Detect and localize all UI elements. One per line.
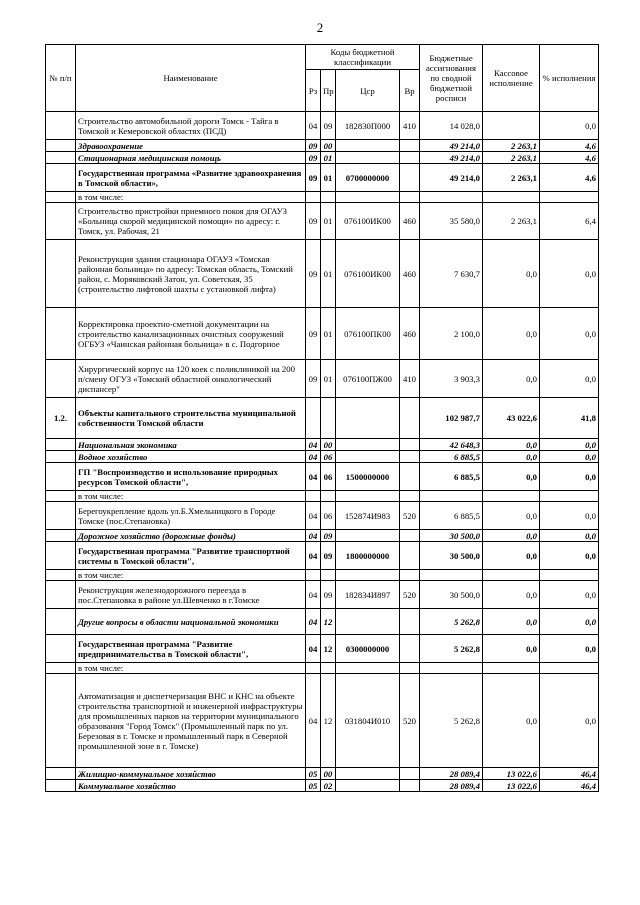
table-row [46,112,599,140]
row-rz: 09 [306,240,321,308]
header-csr: Цср [336,70,400,112]
row-num [46,780,76,792]
row-cash: 0,0 [483,502,540,530]
row-name: Автоматизация и диспетчеризация ВНС и КНС на объекте строительства транспортной и инженерной инфраструктуры для промышленных парков на территории муниципального образования "Город Томск" (Промышленный парк по ул. Березовая в г. Томске и промышленный парк в Северной промышленной зоне в г. Томске) [76,674,306,768]
row-num [46,112,76,140]
row-rz [306,663,321,674]
row-num [46,152,76,164]
header-name: Наименование [76,45,306,112]
row-assign: 5 262,8 [420,635,483,663]
row-csr: 076100ИК00 [336,203,400,240]
row-rz: 09 [306,140,321,152]
row-name: Государственная программа «Развитие здравоохранения в Томской области», [76,164,306,192]
row-name: Стационарная медицинская помощь [76,152,306,164]
row-pct [540,570,599,581]
table-row [46,674,599,768]
table-row [46,542,599,570]
row-num [46,674,76,768]
row-pr: 01 [321,308,336,360]
header-pr: Пр [321,70,336,112]
row-pct: 0,0 [540,240,599,308]
row-num [46,140,76,152]
row-csr: 076100ИК00 [336,240,400,308]
row-pct: 0,0 [540,439,599,451]
row-pr: 06 [321,502,336,530]
row-assign: 49 214,0 [420,140,483,152]
row-pct: 4,6 [540,152,599,164]
table-row [46,581,599,609]
row-assign: 49 214,0 [420,152,483,164]
row-cash: 0,0 [483,635,540,663]
row-assign [420,491,483,502]
row-csr [336,530,400,542]
row-csr [336,140,400,152]
row-name: в том числе: [76,570,306,581]
table-row [46,570,599,581]
header-assign: Бюджетные ассигнования по сводной бюджетной росписи [420,45,483,112]
row-num [46,463,76,491]
row-num [46,768,76,780]
page-number: 2 [316,20,324,35]
row-assign: 3 903,3 [420,360,483,398]
row-name: Жилищно-коммунальное хозяйство [76,768,306,780]
row-pct: 0,0 [540,542,599,570]
row-pr: 12 [321,635,336,663]
row-rz [306,192,321,203]
row-num [46,581,76,609]
row-assign: 6 885,5 [420,451,483,463]
row-vr [400,663,420,674]
row-assign [420,570,483,581]
table-row [46,240,599,308]
row-pct: 41,8 [540,398,599,439]
row-num [46,192,76,203]
row-cash: 0,0 [483,308,540,360]
row-pct: 0,0 [540,308,599,360]
row-cash: 0,0 [483,451,540,463]
row-pr: 01 [321,203,336,240]
row-vr [400,570,420,581]
row-cash: 2 263,1 [483,140,540,152]
row-pr: 01 [321,152,336,164]
table-row [46,164,599,192]
row-pr: 09 [321,581,336,609]
table-row [46,491,599,502]
row-pr: 06 [321,463,336,491]
row-pr: 06 [321,451,336,463]
row-assign: 49 214,0 [420,164,483,192]
row-rz: 04 [306,674,321,768]
row-csr [336,192,400,203]
row-pr [321,570,336,581]
row-pr [321,192,336,203]
row-name: Водное хозяйство [76,451,306,463]
row-assign: 6 885,5 [420,463,483,491]
row-vr [400,152,420,164]
row-csr [336,439,400,451]
row-rz: 04 [306,112,321,140]
header-num: № п/п [46,45,76,112]
row-cash: 13 022,6 [483,768,540,780]
row-pr: 02 [321,780,336,792]
table-row [46,768,599,780]
row-name: Национальная экономика [76,439,306,451]
row-assign: 14 028,0 [420,112,483,140]
row-assign: 28 089,4 [420,780,483,792]
table-row [46,780,599,792]
table-body [46,112,599,792]
header-rz: Рз [306,70,321,112]
row-pct [540,663,599,674]
table-row [46,152,599,164]
row-name: Строительство пристройки приемного покоя для ОГАУЗ «Больница скорой медицинской помощи» по адресу: г. Томск, ул. Рабочая, 21 [76,203,306,240]
row-name: Коммунальное хозяйство [76,780,306,792]
row-pr: 12 [321,674,336,768]
row-pr: 00 [321,140,336,152]
row-vr [400,530,420,542]
row-pct: 0,0 [540,463,599,491]
row-num [46,451,76,463]
row-name: Дорожное хозяйство (дорожные фонды) [76,530,306,542]
row-pct: 46,4 [540,780,599,792]
row-pct [540,491,599,502]
row-num [46,542,76,570]
row-csr [336,398,400,439]
row-vr [400,463,420,491]
row-rz: 09 [306,203,321,240]
row-pr: 01 [321,164,336,192]
row-vr: 410 [400,112,420,140]
table-row [46,530,599,542]
row-pr: 01 [321,240,336,308]
row-vr [400,451,420,463]
row-rz: 04 [306,635,321,663]
row-pr: 09 [321,530,336,542]
row-rz: 04 [306,463,321,491]
row-vr [400,439,420,451]
row-rz: 04 [306,609,321,635]
row-pct: 0,0 [540,451,599,463]
row-assign [420,192,483,203]
row-csr [336,570,400,581]
row-pct: 0,0 [540,609,599,635]
row-num [46,491,76,502]
row-assign: 102 987,7 [420,398,483,439]
row-rz: 09 [306,164,321,192]
row-name: Здравоохранение [76,140,306,152]
row-pct: 46,4 [540,768,599,780]
row-name: Строительство автомобильной дороги Томск - Тайга в Томской и Кемеровской областях (ПСД) [76,112,306,140]
row-csr [336,451,400,463]
row-rz [306,491,321,502]
row-vr: 520 [400,502,420,530]
row-rz: 04 [306,439,321,451]
row-num [46,164,76,192]
row-rz: 04 [306,542,321,570]
row-vr [400,164,420,192]
row-vr: 410 [400,360,420,398]
row-name: в том числе: [76,663,306,674]
row-cash: 0,0 [483,674,540,768]
row-pct: 0,0 [540,635,599,663]
row-num [46,240,76,308]
row-assign: 42 648,3 [420,439,483,451]
table-row [46,140,599,152]
row-cash: 43 022,6 [483,398,540,439]
row-pr [321,398,336,439]
row-name: Государственная программа "Развитие транспортной системы в Томской области", [76,542,306,570]
row-csr [336,663,400,674]
row-num [46,502,76,530]
row-csr: 182834И897 [336,581,400,609]
row-rz: 09 [306,308,321,360]
header-vr: Вр [400,70,420,112]
row-name: Государственная программа "Развитие предпринимательства в Томской области", [76,635,306,663]
row-pr: 09 [321,112,336,140]
row-vr [400,192,420,203]
row-assign: 28 089,4 [420,768,483,780]
row-pr: 00 [321,768,336,780]
row-cash: 0,0 [483,609,540,635]
row-pct: 4,6 [540,164,599,192]
row-rz: 09 [306,360,321,398]
table-row [46,192,599,203]
budget-table [45,44,599,792]
row-assign: 35 580,0 [420,203,483,240]
row-rz: 05 [306,768,321,780]
header-codes: Коды бюджетной классификации [306,45,420,70]
row-cash: 0,0 [483,360,540,398]
row-vr: 460 [400,308,420,360]
table-row [46,360,599,398]
table-row [46,635,599,663]
row-csr [336,780,400,792]
table-row [46,609,599,635]
row-cash [483,112,540,140]
row-pct: 0,0 [540,502,599,530]
row-vr [400,768,420,780]
row-num [46,635,76,663]
row-rz: 04 [306,581,321,609]
row-pct: 0,0 [540,112,599,140]
table-row [46,439,599,451]
row-cash: 2 263,1 [483,203,540,240]
row-csr [336,609,400,635]
row-num [46,203,76,240]
row-vr [400,542,420,570]
row-rz: 09 [306,152,321,164]
row-assign: 30 500,0 [420,530,483,542]
row-cash: 0,0 [483,463,540,491]
row-assign: 6 885,5 [420,502,483,530]
table-row [46,463,599,491]
row-rz: 04 [306,451,321,463]
table-row [46,502,599,530]
row-vr [400,398,420,439]
row-cash: 2 263,1 [483,164,540,192]
row-vr: 520 [400,674,420,768]
row-name: Корректировка проектно-сметной документации на строительство канализационных очистных сооружений ОГБУЗ «Чаинская районная больница» в с. Подгорное [76,308,306,360]
row-cash: 0,0 [483,240,540,308]
row-pct: 4,6 [540,140,599,152]
table-row [46,451,599,463]
row-pr: 01 [321,360,336,398]
row-vr: 460 [400,240,420,308]
row-name: Берегоукрепление вдоль ул.Б.Хмельницкого в Городе Томске (пос.Степановка) [76,502,306,530]
row-num [46,360,76,398]
row-assign: 30 500,0 [420,542,483,570]
row-csr: 076100ПК00 [336,308,400,360]
row-vr: 460 [400,203,420,240]
row-cash [483,570,540,581]
row-num [46,308,76,360]
row-assign: 5 262,8 [420,609,483,635]
row-name: в том числе: [76,491,306,502]
row-rz [306,398,321,439]
row-csr: 1500000000 [336,463,400,491]
table-header [46,45,599,112]
row-pct: 0,0 [540,674,599,768]
row-name: Другие вопросы в области национальной экономики [76,609,306,635]
row-assign: 30 500,0 [420,581,483,609]
row-pr: 00 [321,439,336,451]
row-assign [420,663,483,674]
row-name: Реконструкция здания стационара ОГАУЗ «Томская районная больница» по адресу: Томская область, Томский район, с. Моряковский Затон, ул. Советская, 35 (строительство лифтовой шахты с установкой лифта) [76,240,306,308]
row-cash: 2 263,1 [483,152,540,164]
row-rz: 04 [306,502,321,530]
row-csr [336,491,400,502]
table-row [46,203,599,240]
row-name: Хирургический корпус на 120 коек с поликлиникой на 200 п/смену ОГУЗ «Томский областной онкологический диспансер" [76,360,306,398]
row-csr [336,768,400,780]
row-vr [400,609,420,635]
header-pct: % исполнения [540,45,599,112]
row-cash [483,663,540,674]
row-rz: 04 [306,530,321,542]
row-csr: 0700000000 [336,164,400,192]
row-csr [336,152,400,164]
row-pr [321,663,336,674]
row-cash: 0,0 [483,581,540,609]
table-row [46,308,599,360]
row-pr: 09 [321,542,336,570]
row-assign: 5 262,8 [420,674,483,768]
row-assign: 7 630,7 [420,240,483,308]
row-rz [306,570,321,581]
table-row [46,663,599,674]
row-vr: 520 [400,581,420,609]
row-pr [321,491,336,502]
row-cash: 0,0 [483,530,540,542]
row-num [46,530,76,542]
row-pct: 0,0 [540,360,599,398]
row-name: в том числе: [76,192,306,203]
table-row [46,398,599,439]
row-cash: 13 022,6 [483,780,540,792]
row-pct: 0,0 [540,581,599,609]
row-num [46,609,76,635]
row-cash [483,192,540,203]
row-pct: 6,4 [540,203,599,240]
row-csr: 1800000000 [336,542,400,570]
row-cash: 0,0 [483,439,540,451]
row-pct: 0,0 [540,530,599,542]
row-vr [400,780,420,792]
row-csr: 076100ПЖ00 [336,360,400,398]
row-num [46,663,76,674]
row-csr: 182830П000 [336,112,400,140]
row-vr [400,140,420,152]
row-csr: 0300000000 [336,635,400,663]
row-pr: 12 [321,609,336,635]
row-vr [400,635,420,663]
row-csr: 152874И983 [336,502,400,530]
row-num [46,570,76,581]
row-assign: 2 100,0 [420,308,483,360]
row-cash [483,491,540,502]
row-name: Объекты капитального строительства муниципальной собственности Томской области [76,398,306,439]
row-csr: 031804И010 [336,674,400,768]
row-vr [400,491,420,502]
row-cash: 0,0 [483,542,540,570]
row-num [46,439,76,451]
row-name: Реконструкция железнодорожного переезда в пос.Степановка в районе ул.Шевченко в г.Томске [76,581,306,609]
row-num: 1.2. [46,398,76,439]
row-pct [540,192,599,203]
row-name: ГП "Воспроизводство и использование природных ресурсов Томской области", [76,463,306,491]
row-rz: 05 [306,780,321,792]
header-cash: Кассовое исполнение [483,45,540,112]
